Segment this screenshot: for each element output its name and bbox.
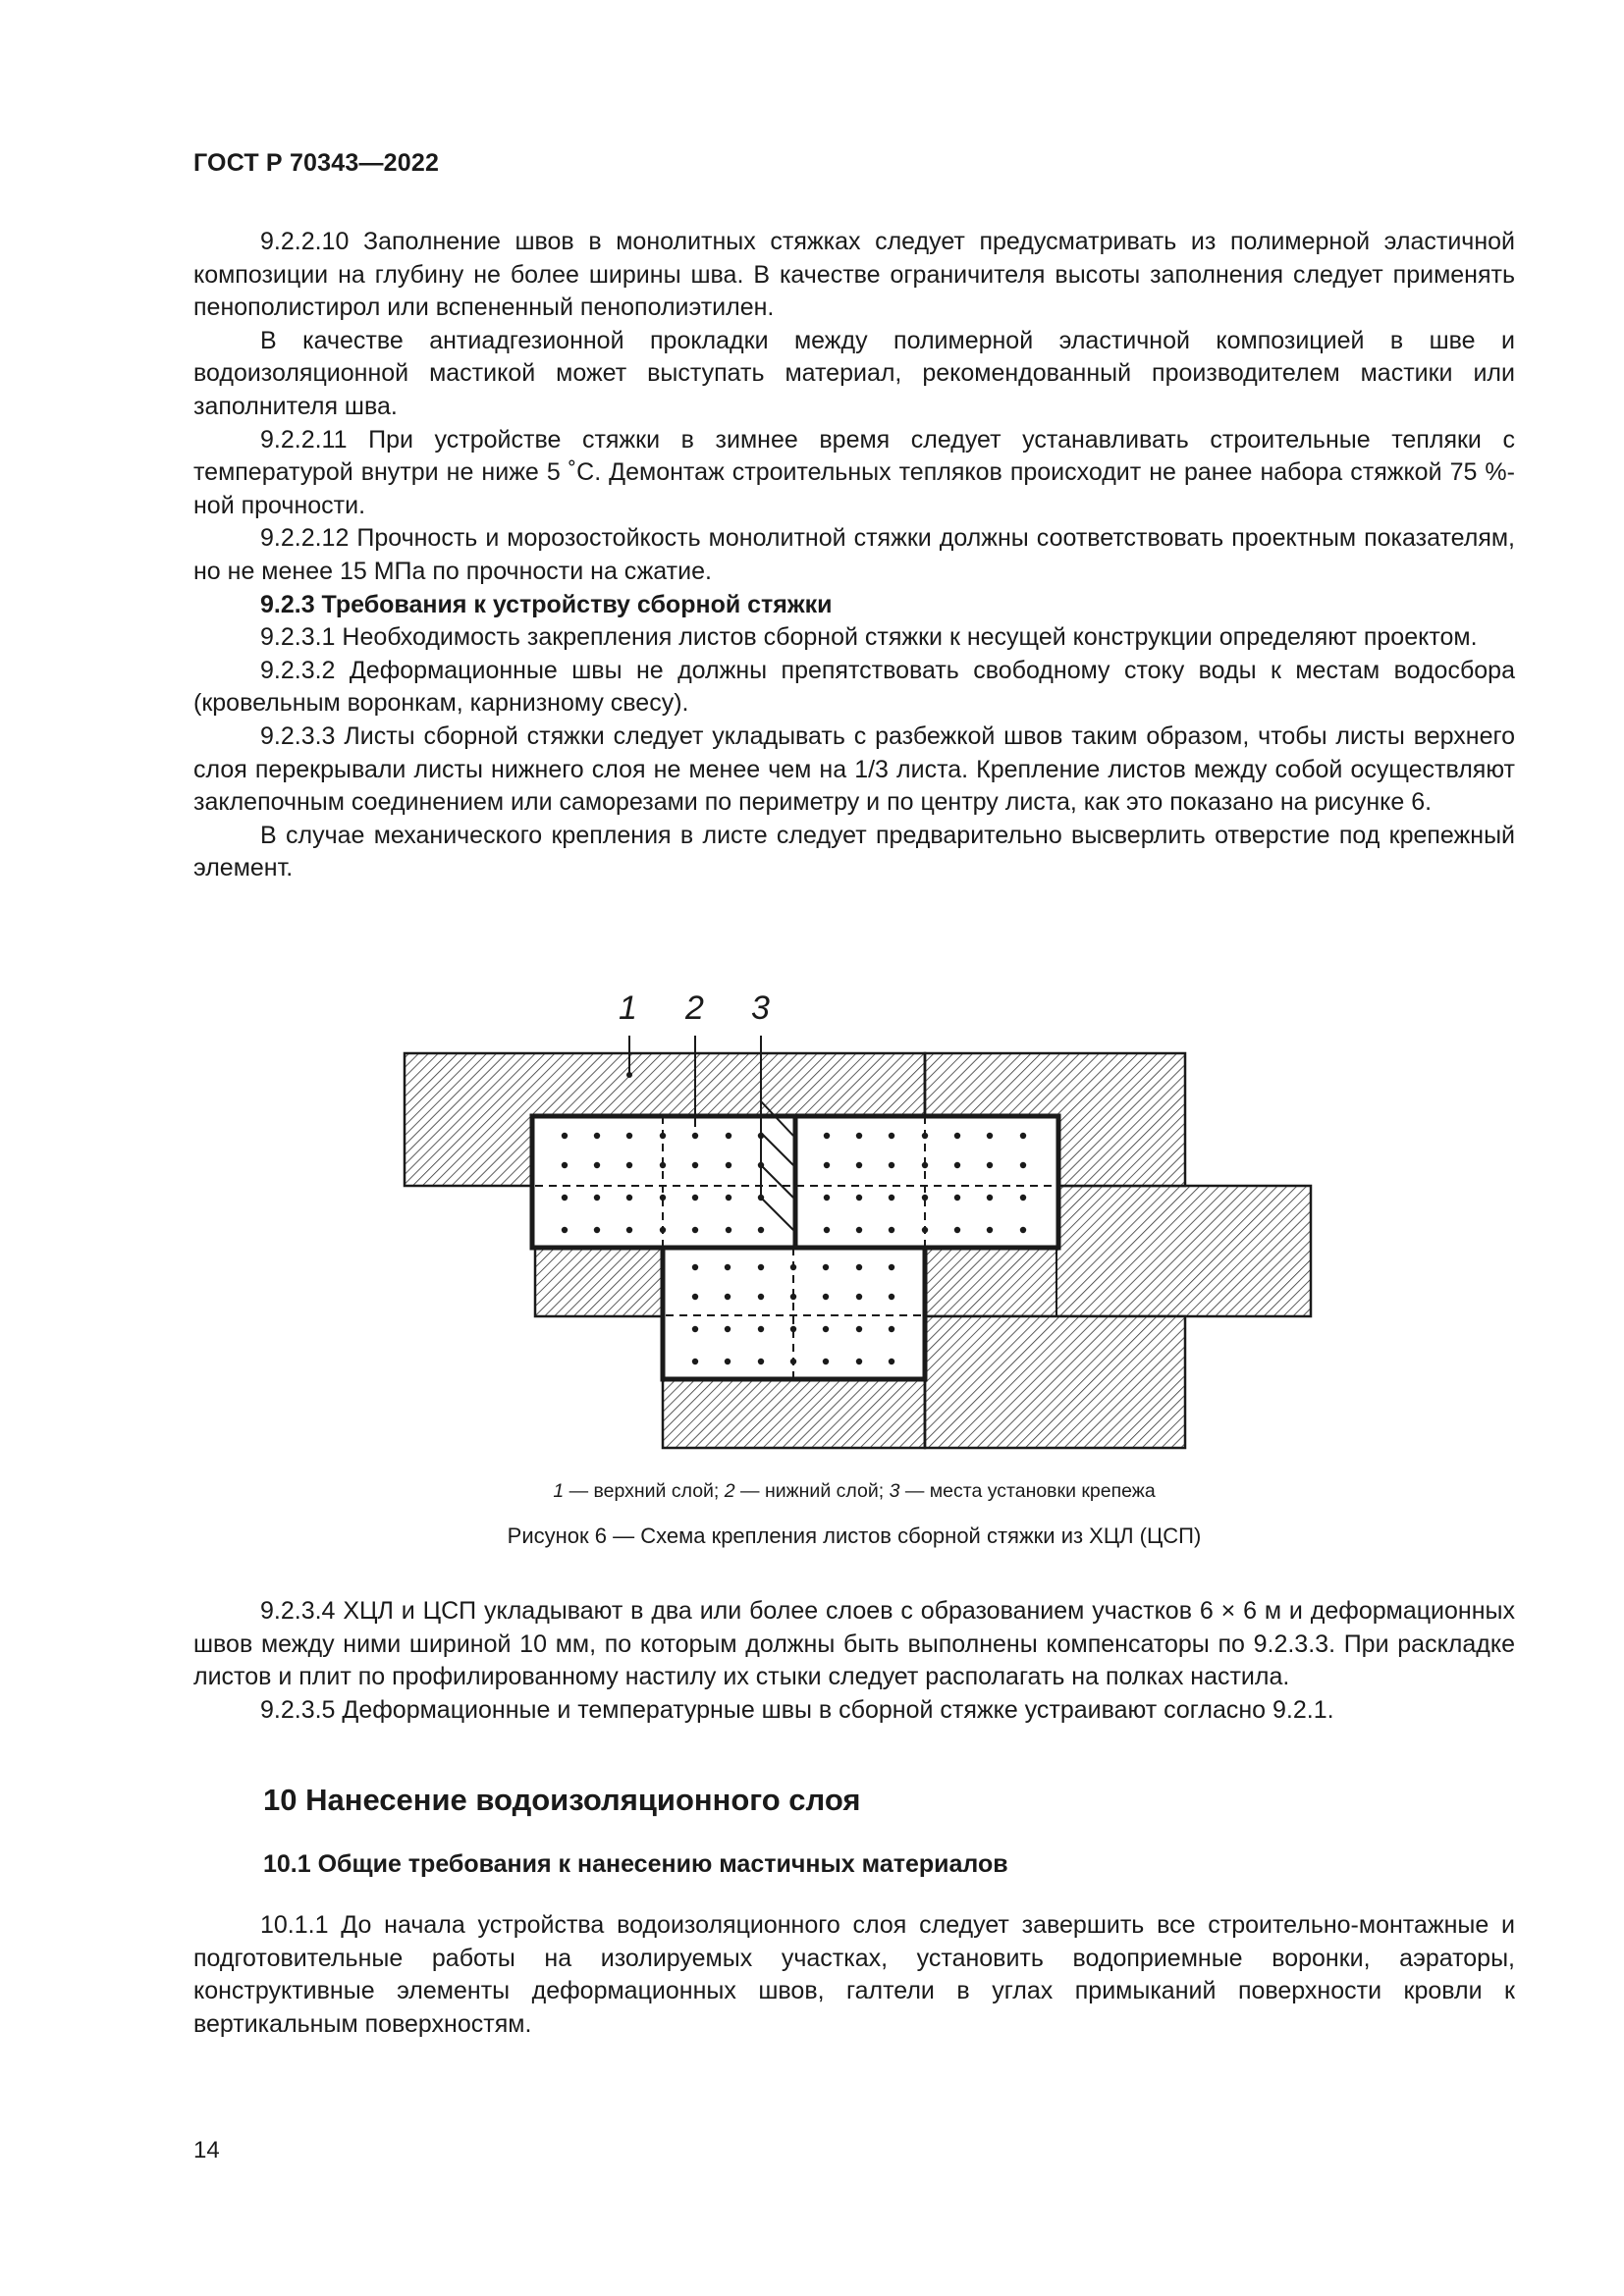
subsection-title: 10.1 Общие требования к нанесению мастичных материалов xyxy=(263,1850,1008,1878)
callout-1: 1 xyxy=(619,989,637,1027)
legend-num-1: 1 xyxy=(553,1480,565,1502)
callout-labels xyxy=(619,989,770,1027)
legend-num-3: 3 xyxy=(889,1480,900,1502)
lower-right-hatched-sheet xyxy=(925,1316,1185,1448)
page-number: 14 xyxy=(193,2137,220,2163)
paragraph-9-2-3-2: 9.2.3.2 Деформационные швы не должны препятствовать свободному стоку воды к местам водосбора (кровельным воронкам, карнизному свесу). xyxy=(193,656,1515,718)
paragraph-9-2-2-11: 9.2.2.11 При устройстве стяжки в зимнее время следует устанавливать строительные тепляки с температурой внутри не ниже 5 ˚С. Демонтаж строительных тепляков происходит не ранее набора стяжкой 75 %-ной прочности. xyxy=(193,425,1515,519)
legend-num-2: 2 xyxy=(724,1480,735,1502)
legend-text-1: — верхний слой; xyxy=(564,1480,725,1502)
figure-legend xyxy=(193,1480,1515,1503)
document-header: ГОСТ Р 70343—2022 xyxy=(193,149,440,177)
text-block-top xyxy=(193,226,1515,885)
legend-text-3: — места установки крепежа xyxy=(899,1480,1156,1502)
paragraph-9-2-3-3: 9.2.3.3 Листы сборной стяжки следует укладывать с разбежкой швов таким образом, чтобы листы верхнего слоя перекрывали листы нижнего слоя не менее чем на 1/3 листа. Крепление листов между собой осуществляют заклепочным соединением или саморезами по периметру и по центру листа, как это показано на рисунке 6. xyxy=(193,721,1515,817)
paragraph-10-1-1: 10.1.1 До начала устройства водоизоляционного слоя следует завершить все строительно-монтажные и подготовительные работы на изолируемых участках, установить водоприемные воронки, аэраторы, конструктивные элементы деформационных швов, галтели в углах примыканий поверхности кровли к вертикальным поверхностям. xyxy=(193,1911,1515,2038)
paragraph-9-2-3-1: 9.2.3.1 Необходимость закрепления листов сборной стяжки к несущей конструкции определяют проектом. xyxy=(260,623,1478,652)
text-block-middle xyxy=(193,1595,1515,1727)
paragraph-antiadhesion: В качестве антиадгезионной прокладки между полимерной эластичной композицией в шве и водоизоляционной мастикой может выступать материал, рекомендованный производителем мастики или заполнителя шва. xyxy=(193,326,1515,420)
callout-3: 3 xyxy=(751,989,770,1027)
paragraph-9-2-2-10: 9.2.2.10 Заполнение швов в монолитных стяжках следует предусматривать из полимерной эластичной композиции на глубину не более ширины шва. В качестве ограничителя высоты заполнения следует применять пенополистирол или вспененный пенополиэтилен. xyxy=(193,228,1515,322)
section-title: 10 Нанесение водоизоляционного слоя xyxy=(263,1783,861,1817)
figure-6-diagram xyxy=(393,982,1335,1453)
heading-9-2-3: 9.2.3 Требования к устройству сборной стяжки xyxy=(260,590,833,618)
paragraph-9-2-2-12: 9.2.2.12 Прочность и морозостойкость монолитной стяжки должны соответствовать проектным показателям, но не менее 15 МПа по прочности на сжатие. xyxy=(193,524,1515,585)
paragraph-mechanical-fastening: В случае механического крепления в листе следует предварительно высверлить отверстие под крепежный элемент. xyxy=(193,821,1515,882)
callout-2: 2 xyxy=(685,989,704,1027)
paragraph-9-2-3-5: 9.2.3.5 Деформационные и температурные швы в сборной стяжке устраивают согласно 9.2.1. xyxy=(260,1695,1334,1724)
paragraph-9-2-3-4: 9.2.3.4 ХЦЛ и ЦСП укладывают в два или более слоев с образованием участков 6 × 6 м и деформационных швов между ними шириной 10 мм, по которым должны быть выполнены компенсаторы по 9.2.3.3. При раскладке листов и плит по профилированному настилу их стыки следует располагать на полках настила. xyxy=(193,1597,1515,1691)
text-block-bottom xyxy=(193,1909,1515,2041)
fastening-scheme xyxy=(393,982,1335,1453)
legend-text-2: — нижний слой; xyxy=(734,1480,890,1502)
figure-caption: Рисунок 6 — Схема крепления листов сборной стяжки из ХЦЛ (ЦСП) xyxy=(507,1523,1202,1548)
